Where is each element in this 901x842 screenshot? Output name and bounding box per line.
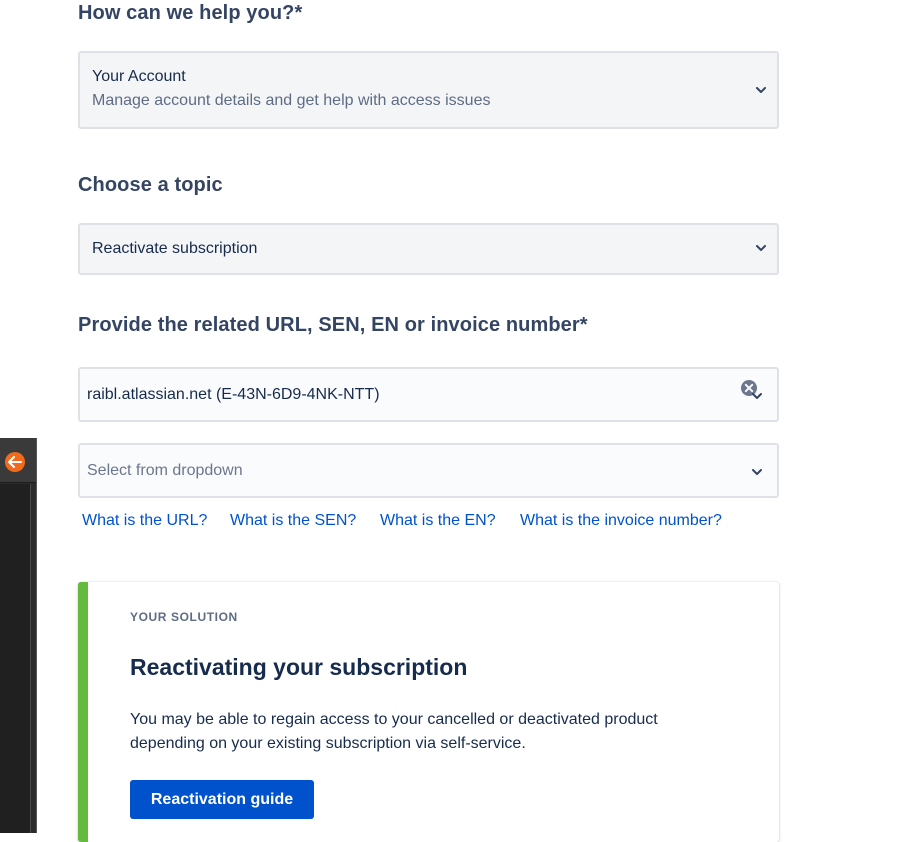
- what-is-invoice-link[interactable]: What is the invoice number?: [520, 512, 722, 529]
- chevron-down-icon: [751, 466, 763, 478]
- identifier-select[interactable]: [78, 367, 779, 422]
- help-heading: How can we help you?*: [78, 2, 303, 24]
- reactivation-guide-button[interactable]: Reactivation guide: [130, 780, 314, 819]
- topic-selected-value: Reactivate subscription: [92, 240, 258, 257]
- what-is-sen-link[interactable]: What is the SEN?: [230, 512, 357, 529]
- chevron-down-icon: [751, 390, 763, 402]
- help-category-description: Manage account details and get help with access issues: [92, 92, 491, 109]
- solution-body: You may be able to regain access to your cancelled or deactivated product depending on your existing subscription via self-service.: [130, 711, 658, 752]
- what-is-url-link[interactable]: What is the URL?: [82, 512, 208, 529]
- secondary-identifier-select[interactable]: [78, 443, 779, 498]
- solution-title: Reactivating your subscription: [130, 654, 468, 680]
- side-panel-content: [0, 484, 31, 833]
- solution-accent-bar: [78, 582, 88, 842]
- topic-heading: Choose a topic: [78, 174, 223, 196]
- topic-select[interactable]: [78, 223, 779, 275]
- identifier-selected-value: raibl.atlassian.net (E-43N-6D9-4NK-NTT): [87, 386, 380, 403]
- identifier-heading: Provide the related URL, SEN, EN or invoice number*: [78, 314, 588, 336]
- select-placeholder: Select from dropdown: [87, 462, 243, 479]
- side-panel-header: [0, 438, 36, 483]
- chevron-down-icon: [755, 84, 767, 96]
- help-category-select[interactable]: [78, 51, 779, 129]
- help-category-title: Your Account: [92, 68, 186, 85]
- solution-eyebrow: YOUR SOLUTION: [130, 610, 238, 624]
- side-panel: [0, 438, 37, 833]
- what-is-en-link[interactable]: What is the EN?: [380, 512, 496, 529]
- chevron-down-icon: [755, 242, 767, 254]
- arrow-left-icon[interactable]: [5, 452, 25, 472]
- solution-card: [78, 582, 779, 842]
